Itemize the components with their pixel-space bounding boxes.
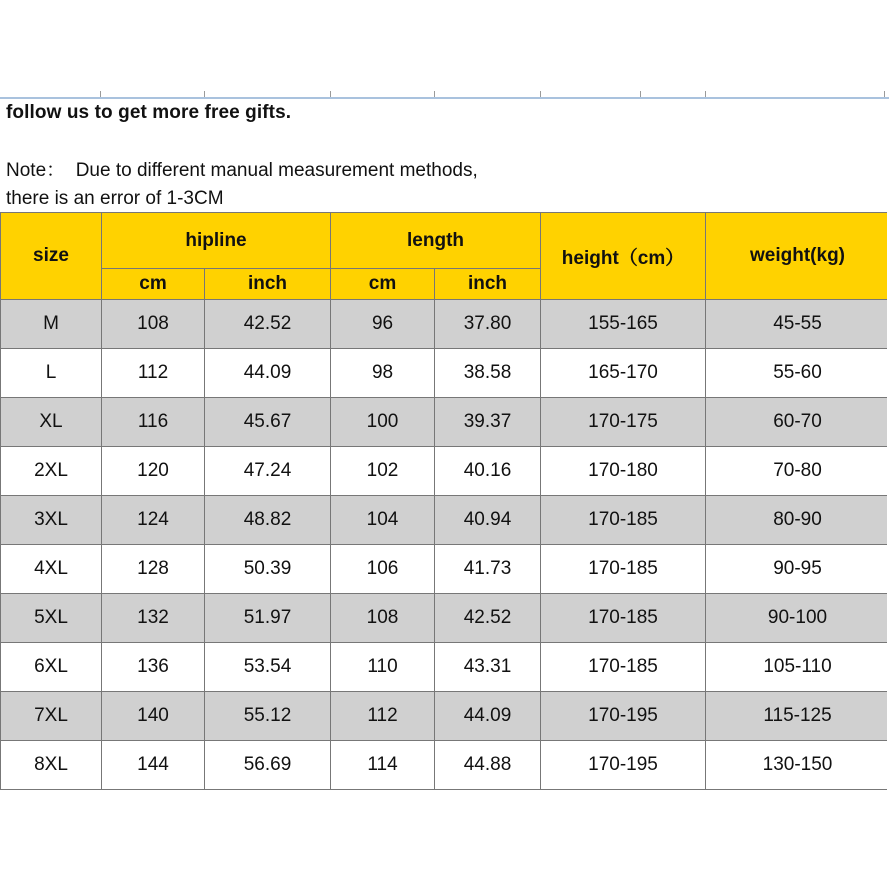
table-row xyxy=(1,594,889,643)
cell-weight: 70-80 xyxy=(706,447,889,496)
cell-length-inch: 40.16 xyxy=(435,447,541,496)
cell-length-cm: 110 xyxy=(331,643,435,692)
cell-weight: 90-100 xyxy=(706,594,889,643)
header-size: size xyxy=(1,213,102,300)
header-hipline: hipline xyxy=(102,213,331,269)
header-hipline-inch: inch xyxy=(205,269,331,300)
measurement-note xyxy=(6,157,478,213)
header-length-inch: inch xyxy=(435,269,541,300)
cell-hipline-inch: 48.82 xyxy=(205,496,331,545)
cell-hipline-cm: 136 xyxy=(102,643,205,692)
cell-length-cm: 106 xyxy=(331,545,435,594)
cell-length-inch: 41.73 xyxy=(435,545,541,594)
table-row xyxy=(1,496,889,545)
cell-length-cm: 102 xyxy=(331,447,435,496)
cell-size: 3XL xyxy=(1,496,102,545)
table-row xyxy=(1,643,889,692)
cell-length-cm: 104 xyxy=(331,496,435,545)
cell-hipline-inch: 51.97 xyxy=(205,594,331,643)
cell-weight: 60-70 xyxy=(706,398,889,447)
cell-size: L xyxy=(1,349,102,398)
cell-hipline-cm: 132 xyxy=(102,594,205,643)
table-row xyxy=(1,447,889,496)
cell-length-cm: 98 xyxy=(331,349,435,398)
cell-hipline-inch: 44.09 xyxy=(205,349,331,398)
cell-length-inch: 37.80 xyxy=(435,300,541,349)
cell-hipline-inch: 45.67 xyxy=(205,398,331,447)
cell-hipline-inch: 50.39 xyxy=(205,545,331,594)
cell-hipline-cm: 120 xyxy=(102,447,205,496)
cell-weight: 90-95 xyxy=(706,545,889,594)
cell-hipline-inch: 47.24 xyxy=(205,447,331,496)
cell-length-inch: 42.52 xyxy=(435,594,541,643)
cell-height: 170-195 xyxy=(541,692,706,741)
cell-size: 6XL xyxy=(1,643,102,692)
cell-weight: 130-150 xyxy=(706,741,889,790)
cell-weight: 55-60 xyxy=(706,349,889,398)
cell-hipline-cm: 128 xyxy=(102,545,205,594)
cell-length-inch: 44.88 xyxy=(435,741,541,790)
cell-length-cm: 108 xyxy=(331,594,435,643)
cell-length-inch: 38.58 xyxy=(435,349,541,398)
header-length: length xyxy=(331,213,541,269)
cell-length-inch: 44.09 xyxy=(435,692,541,741)
table-row xyxy=(1,300,889,349)
cell-size: 2XL xyxy=(1,447,102,496)
cell-size: 8XL xyxy=(1,741,102,790)
cell-length-inch: 39.37 xyxy=(435,398,541,447)
cell-height: 170-195 xyxy=(541,741,706,790)
cell-length-inch: 43.31 xyxy=(435,643,541,692)
header-length-cm: cm xyxy=(331,269,435,300)
cell-height: 170-180 xyxy=(541,447,706,496)
cell-weight: 45-55 xyxy=(706,300,889,349)
size-chart-table xyxy=(0,212,889,790)
cell-hipline-cm: 108 xyxy=(102,300,205,349)
cell-hipline-inch: 56.69 xyxy=(205,741,331,790)
table-row xyxy=(1,741,889,790)
cell-hipline-cm: 124 xyxy=(102,496,205,545)
cell-height: 165-170 xyxy=(541,349,706,398)
cell-hipline-cm: 116 xyxy=(102,398,205,447)
header-weight: weight(kg) xyxy=(706,213,889,300)
cell-height: 170-185 xyxy=(541,594,706,643)
cell-size: M xyxy=(1,300,102,349)
table-row xyxy=(1,692,889,741)
note-line-2: there is an error of 1-3CM xyxy=(6,188,224,209)
cell-length-cm: 96 xyxy=(331,300,435,349)
size-chart-body xyxy=(1,300,889,790)
cell-hipline-cm: 144 xyxy=(102,741,205,790)
cell-size: 4XL xyxy=(1,545,102,594)
cell-size: 5XL xyxy=(1,594,102,643)
note-line-1: Note： Due to different manual measurement methods, xyxy=(6,160,478,181)
cell-size: 7XL xyxy=(1,692,102,741)
cell-weight: 115-125 xyxy=(706,692,889,741)
cell-hipline-cm: 112 xyxy=(102,349,205,398)
cell-length-inch: 40.94 xyxy=(435,496,541,545)
cell-height: 170-185 xyxy=(541,496,706,545)
header-hipline-cm: cm xyxy=(102,269,205,300)
cell-height: 170-185 xyxy=(541,545,706,594)
cell-hipline-cm: 140 xyxy=(102,692,205,741)
table-row xyxy=(1,545,889,594)
cell-length-cm: 100 xyxy=(331,398,435,447)
header-height: height（cm） xyxy=(541,213,706,300)
promo-text: follow us to get more free gifts. xyxy=(6,102,292,123)
cell-height: 170-175 xyxy=(541,398,706,447)
table-row xyxy=(1,398,889,447)
cell-weight: 105-110 xyxy=(706,643,889,692)
table-row xyxy=(1,349,889,398)
cell-hipline-inch: 53.54 xyxy=(205,643,331,692)
cell-hipline-inch: 55.12 xyxy=(205,692,331,741)
cell-height: 170-185 xyxy=(541,643,706,692)
cell-length-cm: 114 xyxy=(331,741,435,790)
cell-weight: 80-90 xyxy=(706,496,889,545)
cell-length-cm: 112 xyxy=(331,692,435,741)
cell-size: XL xyxy=(1,398,102,447)
cell-hipline-inch: 42.52 xyxy=(205,300,331,349)
cell-height: 155-165 xyxy=(541,300,706,349)
